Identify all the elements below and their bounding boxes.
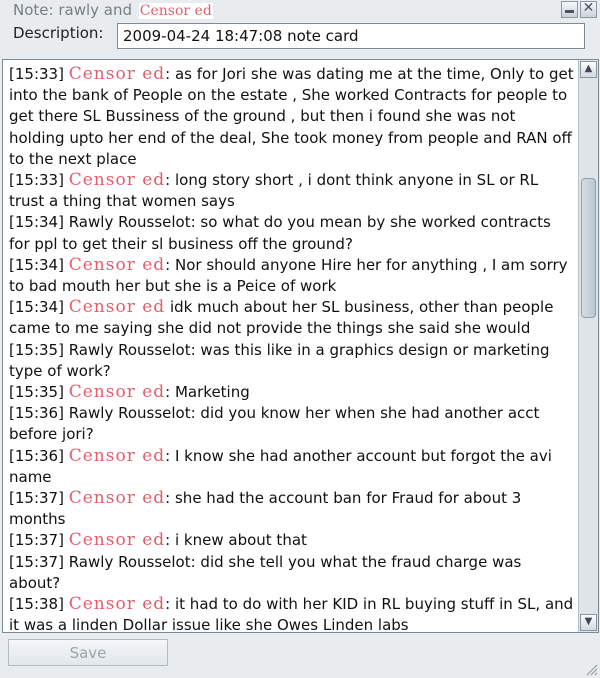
scroll-thumb[interactable] xyxy=(581,178,596,318)
chat-speaker: Rawly Rousselot xyxy=(68,340,191,359)
chat-line xyxy=(9,530,575,551)
chat-message: : as for Jori she was dating me at the time, Only to get into the bank of People on the estate , She worked Contracts for people to get there SL Bussiness of the ground , but then i found she was not holding upto her end of the deal, She took money from people and RAN off to the next place xyxy=(9,65,574,168)
chat-line xyxy=(9,552,575,594)
chat-message: : did she tell you what the fraud charge was about? xyxy=(9,552,522,592)
close-icon: ✕ xyxy=(582,0,595,16)
chat-line xyxy=(9,297,575,339)
chat-timestamp: [15:35] xyxy=(9,383,64,402)
chat-line xyxy=(9,212,575,254)
vertical-scrollbar[interactable] xyxy=(578,60,598,632)
chat-speaker-censored: Censor ed xyxy=(68,297,166,318)
minimize-button[interactable] xyxy=(561,1,578,18)
chat-speaker-censored: Censor ed xyxy=(68,170,166,191)
chat-timestamp: [15:36] xyxy=(9,446,64,465)
save-button[interactable]: Save xyxy=(8,639,168,666)
chat-message: : so what do you mean by she worked contracts for ppl to get their sl business off the ground? xyxy=(9,213,551,253)
chat-message: : was this like in a graphics design or marketing type of work? xyxy=(9,340,550,380)
chat-timestamp: [15:37] xyxy=(9,489,64,508)
chat-message: : I know she had another account but forgot the avi name xyxy=(9,446,552,486)
chat-line xyxy=(9,382,575,403)
chat-timestamp: [15:36] xyxy=(9,404,64,423)
chat-line xyxy=(9,488,575,530)
resize-grip-icon[interactable] xyxy=(584,662,598,676)
chat-speaker-censored: Censor ed xyxy=(68,488,166,509)
chat-line xyxy=(9,594,575,636)
chat-speaker-censored: Censor ed xyxy=(68,254,166,275)
chat-message: : Marketing xyxy=(165,383,250,402)
chat-line xyxy=(9,403,575,445)
chat-line xyxy=(9,170,575,212)
chat-message: idk much about her SL business, other than people came to me saying she did not provide the things she said she would xyxy=(9,298,554,338)
chat-timestamp: [15:33] xyxy=(9,171,64,190)
chat-speaker-censored: Censor ed xyxy=(68,64,166,84)
chevron-up-icon: ▲ xyxy=(584,63,593,74)
chat-message: : did you know her when she had another acct before jori? xyxy=(9,404,540,444)
chevron-down-icon: ▼ xyxy=(584,616,593,627)
chat-timestamp: [15:37] xyxy=(9,531,64,550)
window-title-prefix: Note: rawly and xyxy=(13,1,132,19)
chat-speaker: Rawly Rousselot xyxy=(68,404,191,423)
chat-log-text xyxy=(9,64,575,636)
chat-log[interactable] xyxy=(2,59,599,633)
description-label: Description: xyxy=(13,24,104,42)
chat-message: : long story short , i dont think anyone in SL or RL trust a thing that women says xyxy=(9,171,539,211)
chat-timestamp: [15:34] xyxy=(9,255,64,274)
chat-speaker-censored: Censor ed xyxy=(68,530,166,551)
chat-speaker: Rawly Rousselot xyxy=(68,552,191,571)
chat-line xyxy=(9,446,575,488)
chat-message: : Nor should anyone Hire her for anything , I am sorry to bad mouth her but she is a Peice of work xyxy=(9,255,568,296)
window-title-censored-name: Censor ed xyxy=(139,3,212,19)
chat-timestamp: [15:37] xyxy=(9,552,64,571)
scroll-up-button[interactable] xyxy=(580,61,597,78)
window-title xyxy=(13,1,213,19)
chat-timestamp: [15:34] xyxy=(9,213,64,232)
title-bar xyxy=(0,0,600,22)
close-button[interactable] xyxy=(580,1,597,18)
chat-message: : she had the account ban for Fraud for about 3 months xyxy=(9,489,522,529)
chat-timestamp: [15:38] xyxy=(9,595,64,614)
chat-speaker-censored: Censor ed xyxy=(68,594,166,615)
chat-timestamp: [15:35] xyxy=(9,340,64,359)
chat-timestamp: [15:34] xyxy=(9,298,64,317)
chat-speaker-censored: Censor ed xyxy=(68,445,166,466)
chat-line xyxy=(9,255,575,297)
chat-message: : i knew about that xyxy=(165,531,307,550)
chat-timestamp: [15:33] xyxy=(9,65,64,83)
scroll-down-button[interactable] xyxy=(580,614,597,631)
chat-speaker-censored: Censor ed xyxy=(68,382,166,403)
chat-line xyxy=(9,64,575,170)
chat-line xyxy=(9,340,575,382)
chat-message: : it had to do with her KID in RL buying stuff in SL, and it was a linden Dollar issue like she Owes Linden labs xyxy=(9,595,574,635)
description-input[interactable] xyxy=(117,23,585,49)
chat-speaker: Rawly Rousselot xyxy=(68,213,191,232)
minimize-icon xyxy=(565,10,574,13)
